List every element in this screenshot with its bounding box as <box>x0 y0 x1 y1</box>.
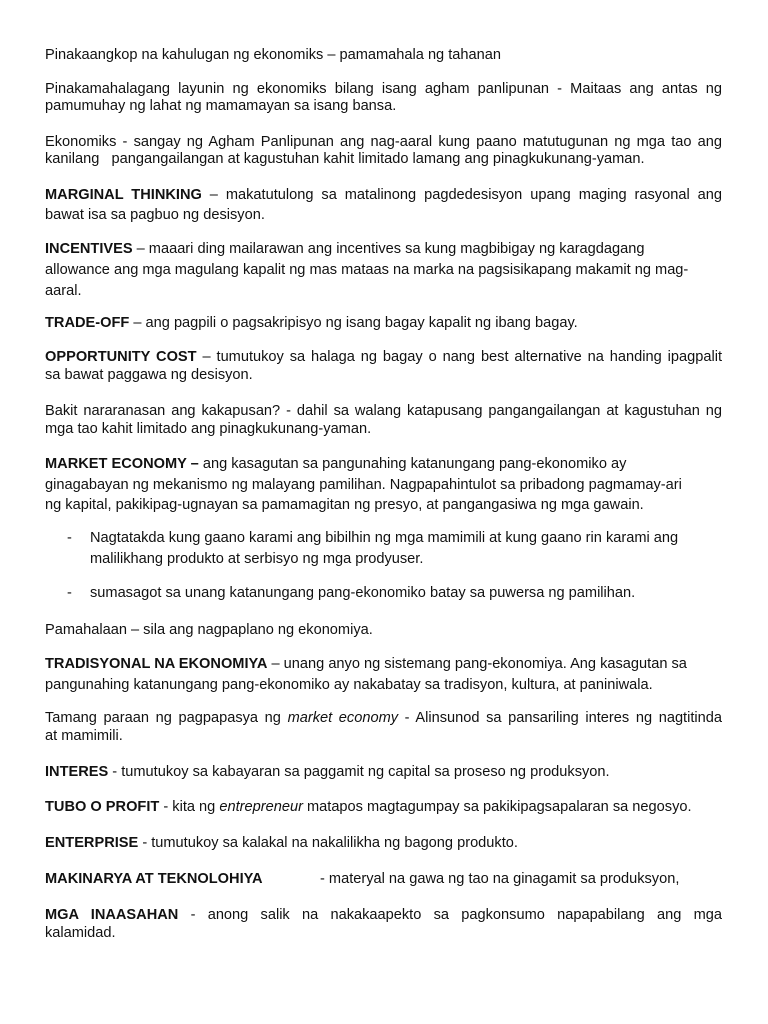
paragraph-interes <box>45 764 610 781</box>
market-economy-line3: ng kapital, pakikipag-ugnayan sa pamamagitan ng presyo, at pangangasiwa ng mga gawain. <box>45 497 644 513</box>
paragraph-enterprise <box>45 835 518 852</box>
paragraph-kakapusan-line2: mga tao kahit limitado ang pinagkukunang-yaman. <box>45 421 372 437</box>
tamang-paraan-post: - Alinsunod sa pansariling interes ng nagtitinda <box>398 710 723 726</box>
incentives-line2: allowance ang mga magulang kapalit ng mas mataas na marka na pagsisikapang makamit ng mag- <box>45 262 689 278</box>
tamang-paraan-line2: at mamimili. <box>45 728 123 744</box>
term-marginal-thinking: MARGINAL THINKING <box>45 187 202 203</box>
tamang-paraan-pre: Tamang paraan ng pagpapasya ng <box>45 710 288 726</box>
makinarya-text: - materyal na gawa ng tao na ginagamit sa produksyon, <box>320 871 680 887</box>
opportunity-cost-text: – tumutukoy sa halaga ng bagay o nang best alternative na handing ipagpalit <box>196 349 722 365</box>
paragraph-layunin-line2: pamumuhay ng lahat ng mamamayan sa isang bansa. <box>45 98 397 114</box>
term-makinarya: MAKINARYA AT TEKNOLOHIYA <box>45 871 263 887</box>
opportunity-cost-line2: sa bawat paggawa ng desisyon. <box>45 367 253 383</box>
paragraph-pamahalaan: Pamahalaan – sila ang nagpaplano ng ekonomiya. <box>45 622 373 638</box>
paragraph-kakapusan-line1: Bakit nararanasan ang kakapusan? - dahil sa walang katapusang pangangailangan at kagustuhan ng <box>45 403 722 419</box>
term-trade-off: TRADE-OFF <box>45 315 130 331</box>
paragraph-layunin-line1: Pinakamahalagang layunin ng ekonomiks bilang isang agham panlipunan - Maitaas ang antas ng <box>45 81 722 97</box>
term-market-economy: MARKET ECONOMY – <box>45 456 199 472</box>
marginal-thinking-line2: bawat isa sa pagbuo ng desisyon. <box>45 207 265 223</box>
marginal-thinking-text: – makatutulong sa matalinong pagdedesisyon upang maging rasyonal ang <box>201 187 722 203</box>
paragraph-makinarya-term <box>45 871 263 888</box>
tradisyonal-text: – unang anyo ng sistemang pang-ekonomiya. Ang kasagutan sa <box>267 656 687 672</box>
paragraph-tubo <box>45 799 692 816</box>
bullet-2-line1: sumasagot sa unang katanungang pang-ekonomiko batay sa puwersa ng pamilihan. <box>90 585 636 601</box>
term-enterprise: ENTERPRISE <box>45 835 139 851</box>
incentives-line3: aaral. <box>45 283 82 299</box>
tubo-italic: entrepreneur <box>219 799 303 815</box>
paragraph-tradisyonal <box>45 656 687 673</box>
paragraph-ekonomiks-meaning: Pinakaangkop na kahulugan ng ekonomiks – pamamahala ng tahanan <box>45 47 501 63</box>
bullet-1-line2: malilikhang produkto at serbisyo ng mga prodyuser. <box>90 551 424 567</box>
paragraph-inaasahan <box>45 907 722 924</box>
paragraph-tamang-paraan <box>45 710 722 727</box>
term-incentives: INCENTIVES <box>45 241 133 257</box>
market-economy-text: ang kasagutan sa pangunahing katanungang pang-ekonomiko ay <box>198 456 627 472</box>
paragraph-opportunity-cost <box>45 349 722 366</box>
enterprise-text: - tumutukoy sa kalakal na nakalilikha ng bagong produkto. <box>138 835 518 851</box>
paragraph-market-economy <box>45 456 626 473</box>
paragraph-ekonomiks-def-line2: kanilang pangangailangan at kagustuhan kahit limitado lamang ang pinagkukunang-yaman. <box>45 151 645 167</box>
term-opportunity-cost: OPPORTUNITY COST <box>45 349 197 365</box>
tradisyonal-line2: pangunahing katanungang pang-ekonomiko ay nakabatay sa tradisyon, kultura, at paniniwala. <box>45 677 653 693</box>
interes-text: - tumutukoy sa kabayaran sa paggamit ng capital sa proseso ng produksyon. <box>108 764 610 780</box>
paragraph-marginal-thinking <box>45 187 722 204</box>
incentives-text: – maaari ding mailarawan ang incentives sa kung magbibigay ng karagdagang <box>132 241 645 257</box>
bullet-1-line1: Nagtatakda kung gaano karami ang bibilhin ng mga mamimili at kung gaano rin karami ang <box>90 530 679 546</box>
inaasahan-line2: kalamidad. <box>45 925 116 941</box>
trade-off-text: – ang pagpili o pagsakripisyo ng isang bagay kapalit ng ibang bagay. <box>129 315 578 331</box>
bullet-dash-1: - <box>67 530 72 546</box>
tubo-pre: - kita ng <box>159 799 220 815</box>
tubo-post: matapos magtagumpay sa pakikipagsapalaran sa negosyo. <box>302 799 692 815</box>
tamang-paraan-italic: market economy <box>287 710 399 726</box>
paragraph-ekonomiks-def-line1: Ekonomiks - sangay ng Agham Panlipunan ang nag-aaral kung paano matutugunan ng mga tao ang <box>45 134 722 150</box>
bullet-dash-2: - <box>67 585 72 601</box>
term-tubo: TUBO O PROFIT <box>45 799 160 815</box>
paragraph-incentives <box>45 241 645 258</box>
term-tradisyonal: TRADISYONAL NA EKONOMIYA <box>45 656 268 672</box>
term-interes: INTERES <box>45 764 109 780</box>
inaasahan-text: - anong salik na nakakaapekto sa pagkonsumo napapabilang ang mga <box>178 907 723 923</box>
paragraph-trade-off <box>45 315 578 332</box>
market-economy-line2: ginagabayan ng mekanismo ng malayang pamilihan. Nagpapahintulot sa pribadong pagmamay-ari <box>45 477 682 493</box>
term-inaasahan: MGA INAASAHAN <box>45 907 179 923</box>
